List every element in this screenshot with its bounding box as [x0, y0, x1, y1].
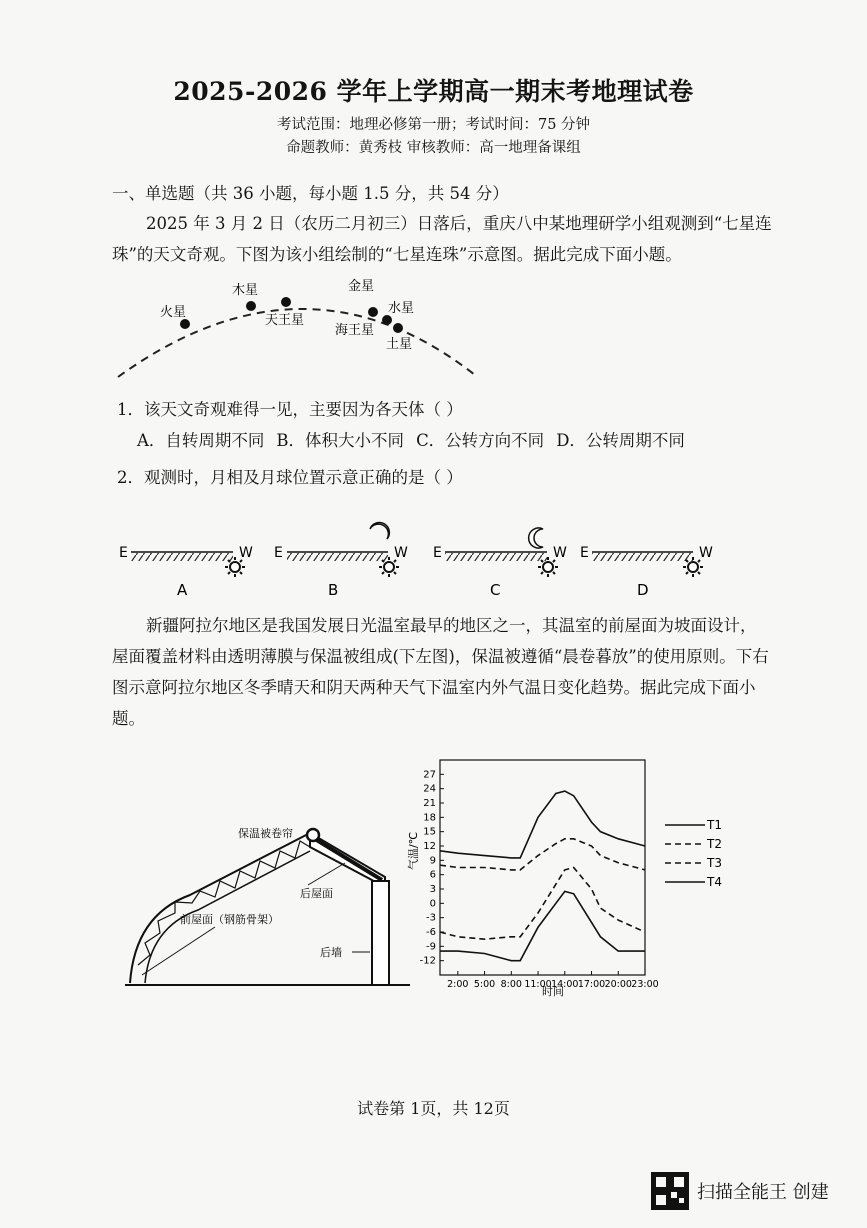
y-tick-label: -12 [419, 955, 436, 967]
question-1-options [137, 427, 685, 451]
panel-c-east: E [433, 545, 442, 561]
panel-b-letter: B [328, 581, 339, 599]
blanket-roller-icon [307, 829, 319, 841]
question-1-stem: 1．该天文奇观难得一见，主要因为各天体（ ） [117, 400, 463, 419]
scanner-watermark [651, 1172, 829, 1210]
y-tick-label: 18 [423, 812, 436, 824]
planet-dot-venus [368, 307, 378, 317]
section-header: 一、单选题（共 36 小题，每小题 1.5 分，共 54 分） [112, 184, 509, 203]
planet-label-neptune: 海王星 [335, 323, 375, 338]
panel-d-east: E [580, 545, 589, 561]
panel-d-letter: D [637, 581, 649, 599]
label-back-roof: 后屋面 [300, 887, 333, 900]
panel-a-west: W [239, 545, 253, 561]
legend-label-t1: T1 [707, 818, 722, 832]
chart-xlabel: 时间 [542, 985, 564, 998]
q1-option-d[interactable]: D．公转周期不同 [556, 431, 685, 450]
exam-title: 2025-2026 学年上学期高一期末考地理试卷 [173, 77, 694, 106]
y-tick-label: 15 [423, 826, 436, 838]
series-line-t3 [440, 868, 645, 940]
panel-b-east: E [274, 545, 283, 561]
crescent-moon-icon [370, 523, 389, 539]
legend-label-t3: T3 [707, 856, 722, 870]
chart-ylabel: 气温/℃ [407, 831, 420, 870]
y-tick-label: 9 [429, 855, 436, 867]
q1-option-a[interactable]: A．自转周期不同 [137, 431, 265, 450]
panel-b-west: W [394, 545, 408, 561]
q1-option-c[interactable]: C．公转方向不同 [416, 431, 545, 450]
moon-phase-options [115, 515, 725, 605]
question-2-stem: 2．观测时，月相及月球位置示意正确的是（ ） [117, 468, 463, 487]
panel-c-letter: C [490, 581, 501, 599]
moon-panel-c[interactable] [433, 528, 567, 599]
greenhouse-diagram [120, 815, 420, 990]
x-tick-label: 23:00 [631, 979, 659, 990]
moon-panel-b[interactable] [274, 523, 408, 599]
crescent-moon-icon [529, 528, 543, 548]
y-tick-label: -3 [426, 912, 436, 924]
panel-d-west: W [699, 545, 713, 561]
y-tick-label: 3 [429, 884, 436, 895]
y-tick-label: 6 [429, 869, 436, 881]
sun-icon [379, 557, 399, 577]
planet-dot-saturn [393, 323, 403, 333]
x-tick-label: 14:00 [551, 979, 579, 990]
exam-teachers: 命题教师：黄秀枝 审核教师：高一地理备课组 [286, 140, 581, 156]
qr-code-icon [651, 1172, 689, 1210]
sun-icon [683, 557, 703, 577]
x-tick-label: 8:00 [500, 979, 522, 990]
x-tick-label: 20:00 [604, 979, 632, 990]
label-blanket-roller: 保温被卷帘 [238, 827, 293, 840]
moon-panel-d[interactable] [580, 545, 713, 599]
label-front-roof: 前屋面（钢筋骨架） [180, 913, 279, 926]
planet-label-uranus: 天王星 [265, 313, 305, 328]
moon-panel-a[interactable] [119, 545, 253, 599]
y-tick-label: -9 [426, 941, 436, 953]
planets-alignment-diagram [110, 272, 510, 384]
sun-icon [225, 557, 245, 577]
planet-label-venus: 金星 [348, 279, 375, 294]
series-line-t4 [440, 891, 645, 960]
x-tick-label: 2:00 [447, 979, 469, 990]
label-back-wall: 后墙 [320, 946, 342, 959]
panel-c-west: W [553, 545, 567, 561]
panel-a-east: E [119, 545, 128, 561]
planet-label-mars: 火星 [160, 305, 187, 320]
q1-option-b[interactable]: B．体积大小不同 [276, 431, 405, 450]
y-tick-label: 21 [423, 798, 436, 809]
series-line-t1 [440, 791, 645, 858]
passage-greenhouse: 新疆阿拉尔地区是我国发展日光温室最早的地区之一，其温室的前屋面为坡面设计，屋面覆盖材料由透明薄膜与保温被组成(下左图)，保温被遵循“晨卷暮放”的使用原则。下右图示意阿拉尔地区冬季晴天和阴天两种天气下温室内外气温日变化趋势。据此完成下面小题。 [112, 616, 769, 728]
y-tick-label: 27 [423, 769, 436, 781]
page-footer: 试卷第 1页，共 12页 [357, 1099, 510, 1118]
x-tick-label: 11:00 [524, 979, 552, 990]
passage-planets: 2025 年 3 月 2 日（农历二月初三）日落后，重庆八中某地理研学小组观测到“七星连珠”的天文奇观。下图为该小组绘制的“七星连珠”示意图。据此完成下面小题。 [112, 214, 772, 264]
planet-label-jupiter: 木星 [232, 283, 259, 298]
planet-dot-neptune [382, 315, 392, 325]
planet-label-saturn: 土星 [386, 337, 413, 352]
planet-dot-uranus [281, 297, 291, 307]
sun-icon [538, 557, 558, 577]
y-tick-label: -6 [426, 927, 436, 938]
panel-a-letter: A [177, 581, 188, 599]
legend-label-t2: T2 [707, 837, 722, 851]
y-tick-label: 12 [423, 841, 436, 852]
y-tick-label: 24 [423, 783, 436, 795]
scanner-text: 扫描全能王 创建 [697, 1182, 829, 1203]
temperature-chart [395, 750, 735, 1005]
planet-label-mercury: 水星 [388, 301, 415, 316]
x-tick-label: 17:00 [577, 979, 606, 990]
x-tick-label: 5:00 [473, 979, 496, 990]
exam-info: 考试范围：地理必修第一册；考试时间：75 分钟 [276, 117, 591, 133]
planet-dot-jupiter [246, 301, 256, 311]
legend-label-t4: T4 [707, 875, 722, 889]
planet-dot-mars [180, 319, 190, 329]
y-tick-label: 0 [429, 898, 436, 910]
